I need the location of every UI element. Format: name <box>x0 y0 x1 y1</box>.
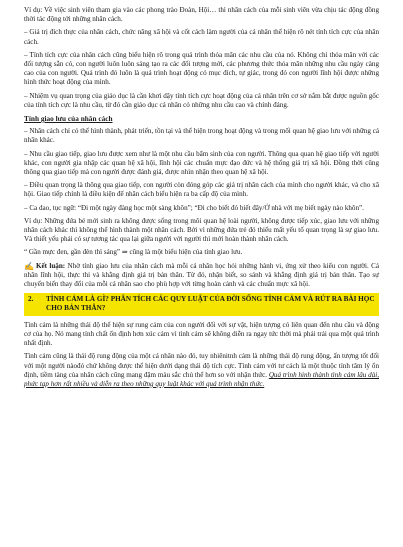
paragraph: – Nhu cầu giao tiếp, giao lưu được xem như là một nhu cầu bẩm sinh của con người. Thông qua quan hệ giao tiếp với người khác, con người gia nhập các quan hệ xã hội, lĩnh hội các chuẩn mực đạo đức và hệ thống giá trị xã hội. Đồng thời cũng thông qua giao tiếp mà con người được đánh giá, được nhìn nhận theo quan hệ xã hội. <box>24 149 379 177</box>
paragraph: – Nhân cách chỉ có thể hình thành, phát triển, tồn tại và thể hiện trong hoạt động và trong mối quan hệ giao lưu với những cá nhân khác. <box>24 127 379 145</box>
paragraph: – Giá trị đích thực của nhân cách, chức năng xã hội và cốt cách làm người của cá nhân thể hiện rõ nét tính tích cực của nhân cách. <box>24 28 379 46</box>
paragraph <box>24 352 379 389</box>
section-title: TÌNH CẢM LÀ GÌ? PHÂN TÍCH CÁC QUY LUẬT CỦA ĐỜI SỐNG TÌNH CẢM VÀ RÚT RA BÀI HỌC CHO BẢN THÂN? <box>46 295 375 313</box>
quote-paragraph <box>24 248 379 257</box>
section-title-bar <box>24 293 379 315</box>
paragraph: – Tính tích cực của nhân cách cũng biểu hiện rõ trong quá trình thỏa mãn các nhu cầu của nó. Không chỉ thỏa mãn với các đối tượng sẵn có, con người luôn luôn sáng tạo ra các đối tượng mới, các phương thức thỏa mãn những nhu cầu ngày càng cao của con người. Quá trình đó luôn là quá trình hoạt động có mục đích, tự giác, trong đó con người lĩnh hội được những hình thức hoạt động của mình. <box>24 50 379 87</box>
section-number: 2. <box>28 295 34 304</box>
paragraph: Ví dụ: Về việc sinh viên tham gia vào các phong trào Đoàn, Hội… thì nhân cách của mỗi sinh viên vừa chịu tác động đồng thời tác động tới những nhân cách. <box>24 6 379 24</box>
paragraph: – Ca dao, tục ngữ: “Đi một ngày đàng học một sàng khôn”; “Đi cho biết đó biết đây/Ở nhà với mẹ biết ngày nào khôn”. <box>24 203 364 212</box>
quote-text: “ Gần mực đen, gần đèn thì sáng” <box>24 248 121 257</box>
quote-tail: cũng là một biểu hiện của tính giao lưu. <box>129 248 243 257</box>
conclusion-label: Kết luận: <box>35 261 66 270</box>
pen-icon: ✍ <box>24 261 34 271</box>
paragraph: Ví dụ: Những đứa bé mới sinh ra không được sống trong môi quan hệ loài người, không được tiếp xúc, giao lưu với những nhân cách khác thì không thể hình thành một nhân cách. Bởi vì những đứa trẻ đó thiếu mất yếu tố quan trọng là sự giao lưu. Và thiết yếu phải có sự tương tác qua lại giữa người với người thì mới hoàn thành nhân cách. <box>24 216 379 244</box>
section-heading: Tính giao lưu của nhân cách <box>24 114 113 124</box>
paragraph: – Điều quan trọng là thông qua giao tiếp, con người còn đóng góp các giá trị nhân cách của mình cho người khác, và cho xã hội. Giao tiếp chính là điều kiện để nhân cách biểu hiện ra ba cấp độ của mình. <box>24 181 379 199</box>
conclusion-paragraph <box>24 262 379 290</box>
paragraph-text: Tình cảm cũng là thái độ rung động của một cá nhân nào đó, tuy nhiênitnh cảm là những thái độ rung động, ấn tượng tốt đối với một người nàođó chứ không được thể hiện dưới dạng thái độ tích cực. Tình cảm với tư cách là một thuộc tính tâm lý ổn định, tiềm tàng của nhân cách cũng mang đậm màu sắc chủ thể hơn so với nhận thức. <box>24 352 379 379</box>
paragraph: Tình cảm là những thái độ thể hiện sự rung cảm của con người đối với sự vật, hiện tượng có liên quan đến nhu cầu và động cơ của họ. Nó mang tính chất ổn định hơn xúc cảm vì tình cảm sẽ không diễn ra ngay tức thời mà phải trải qua một quá trình nhất định. <box>24 320 379 348</box>
emphasis-text: Quá trình hình thành tình cảm lâu dài, phức tạp hơn rất nhiều và diễn ra theo những quy luật khác với quá trình nhận thức. <box>24 370 380 388</box>
paragraph: – Nhiệm vụ quan trọng của giáo dục là cần khơi dậy tính tích cực hoạt động của cá nhân trên cơ sở nắm bắt được nguồn gốc của tính tích cực là nhu cầu, từ đó cần giáo dục cá nhân có những nhu cầu cao và chính đáng. <box>24 91 379 109</box>
conclusion-text: Nhờ tính giao lưu của nhân cách mà mỗi cá nhân học hỏi những hành vi, ứng xử theo kiểu con người. Cá nhân lĩnh hội, thực thi và khẳng định giá trị bản thân. Từ đó, nhận biết, so sánh và khẳng định giá trị bản thân. Tạo sự chuyển biến thay đổi của mỗi cá nhân sao cho phù hợp với từng hoàn cảnh và các chuẩn mực xã hội. <box>24 261 380 289</box>
arrow-right-icon: ⇒ <box>121 248 128 257</box>
